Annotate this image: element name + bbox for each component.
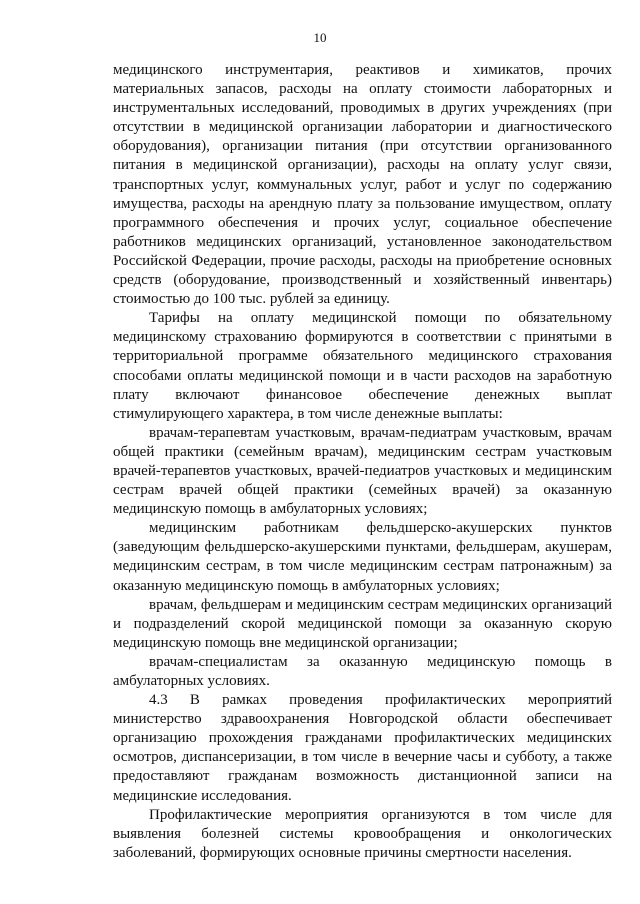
paragraph-expenses-continued: медицинского инструментария, реактивов и химикатов, прочих материальных запасов, расходы на оплату стоимости лабораторных и инструментальных исследований, проводимых в других учреждениях (при отсутствии в медицинской организации лаборатории и диагностического оборудования), организации питания (при отсутствии организованного питания в медицинской организации), расходы на оплату услуг связи, транспортных услуг, коммунальных услуг, работ и услуг по содержанию имущества, расходы на арендную плату за пользование имуществом, оплату программного обеспечения и прочих услуг, социальное обеспечение работников медицинских организаций, установленное законодательством Российской Федерации, прочие расходы, расходы на приобретение основных средств (оборудование, производственный и хозяйственный инвентарь) стоимостью до 100 тыс. рублей за единицу.: [113, 62, 612, 308]
paragraph-feldsher-stations: медицинским работникам фельдшерско-акушерских пунктов (заведующим фельдшерско-акушерскими пунктами, фельдшерам, акушерам, медицинским сестрам, в том числе медицинским сестрам патронажным) за оказанную медицинскую помощь в амбулаторных условиях;: [113, 520, 612, 594]
paragraph-emergency-care: врачам, фельдшерам и медицинским сестрам медицинских организаций и подразделений скорой медицинской помощи за оказанную скорую медицинскую помощь вне медицинской организации;: [113, 596, 612, 651]
page-number: 10: [313, 30, 327, 45]
document-body: [113, 61, 612, 863]
paragraph-tariffs: Тарифы на оплату медицинской помощи по обязательному медицинскому страхованию формируются в соответствии с принятыми в территориальной программе обязательного медицинского страхования способами оплаты медицинской помощи и в части расходов на заработную плату включают финансовое обеспечение денежных выплат стимулирующего характера, в том числе денежные выплаты:: [113, 310, 612, 422]
paragraph-district-physicians: врачам-терапевтам участковым, врачам-педиатрам участковым, врачам общей практики (семейным врачам), медицинским сестрам участковым врачей-терапевтов участковых, врачей-педиатров участковых и медицинским сестрам врачей общей практики (семейных врачей) за оказанную медицинскую помощь в амбулаторных условиях;: [113, 424, 612, 518]
paragraph-specialists: врачам-специалистам за оказанную медицинскую помощь в амбулаторных условиях.: [113, 653, 612, 689]
paragraph-preventive-measures: Профилактические мероприятия организуются в том числе для выявления болезней системы кровообращения и онкологических заболеваний, формирующих основные причины смертности населения.: [113, 806, 612, 861]
paragraph-section-4-3: 4.3 В рамках проведения профилактических мероприятий министерство здравоохранения Новгородской области обеспечивает организацию прохождения гражданами профилактических медицинских осмотров, диспансеризации, в том числе в вечерние часы и субботу, а также предоставляют гражданам возможность дистанционной записи на медицинские исследования.: [113, 692, 612, 804]
